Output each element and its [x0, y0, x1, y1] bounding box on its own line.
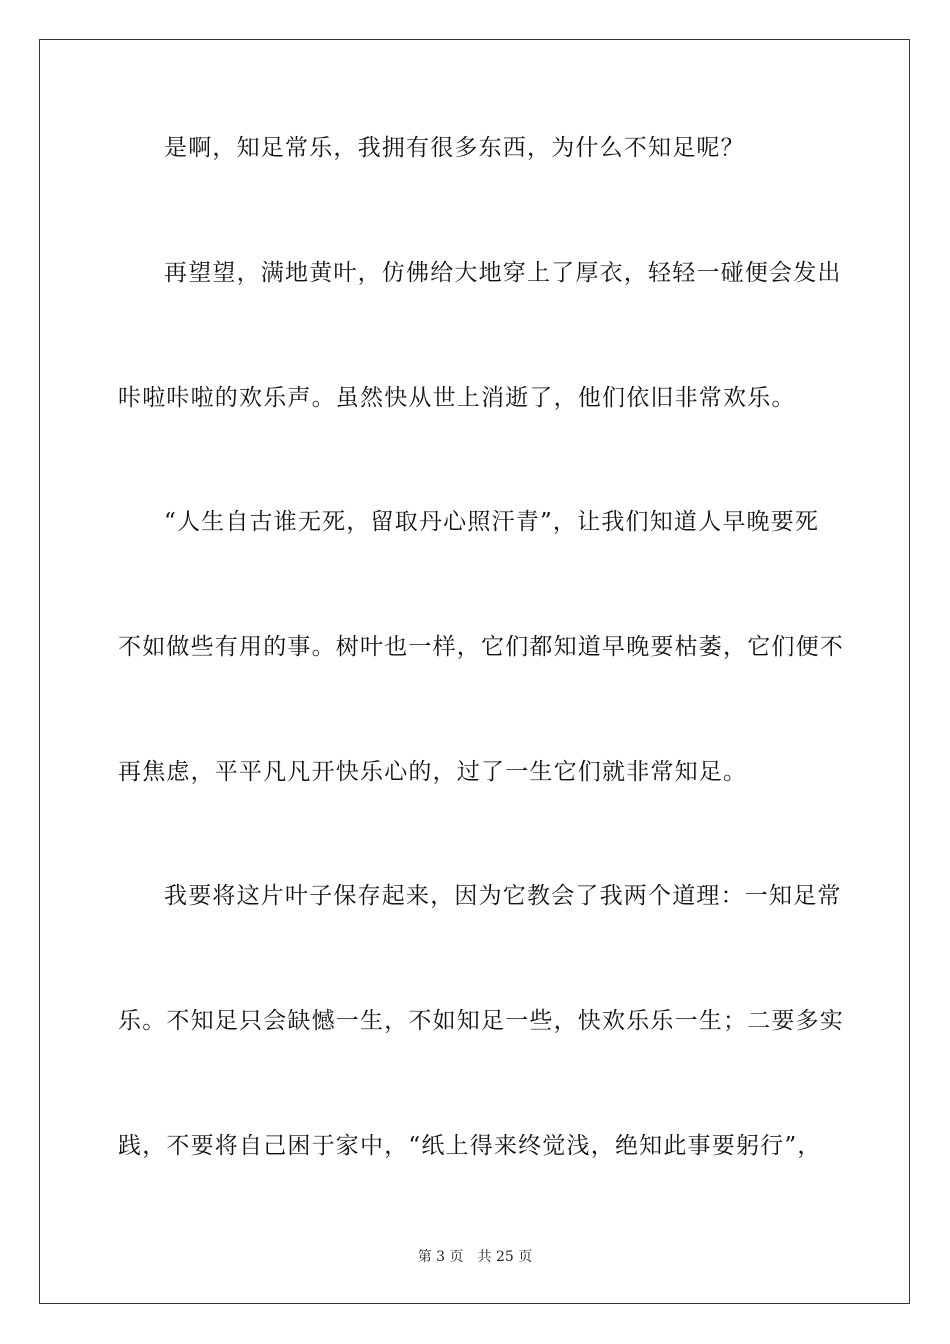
- page-total: 共 25 页: [477, 1249, 533, 1265]
- text-line-2: 再望望，满地黄叶，仿佛给大地穿上了厚衣，轻轻一碰便会发出: [164, 260, 842, 286]
- text-line-1: 是啊，知足常乐，我拥有很多东西，为什么不知足呢？: [164, 135, 745, 161]
- text-line-5: 不如做些有用的事。树叶也一样，它们都知道早晚要枯萎，它们便不: [118, 634, 844, 660]
- text-line-4: “人生自古谁无死，留取丹心照汗青”，让我们知道人早晚要死: [164, 509, 820, 535]
- text-line-3: 咔啦咔啦的欢乐声。虽然快从世上消逝了，他们依旧非常欢乐。: [118, 385, 796, 411]
- text-line-7: 我要将这片叶子保存起来，因为它教会了我两个道理：一知足常: [164, 883, 842, 909]
- page-number: 第 3 页: [417, 1249, 464, 1265]
- page-frame: [39, 39, 910, 1304]
- page-footer: [0, 1246, 950, 1266]
- text-line-6: 再焦虑，平平凡凡开快乐心的，过了一生它们就非常知足。: [118, 759, 748, 785]
- text-line-9: 践，不要将自己困于家中，“纸上得来终觉浅，绝知此事要躬行”，: [118, 1133, 822, 1159]
- text-line-8: 乐。不知足只会缺憾一生，不如知足一些，快欢乐乐一生；二要多实: [118, 1008, 844, 1034]
